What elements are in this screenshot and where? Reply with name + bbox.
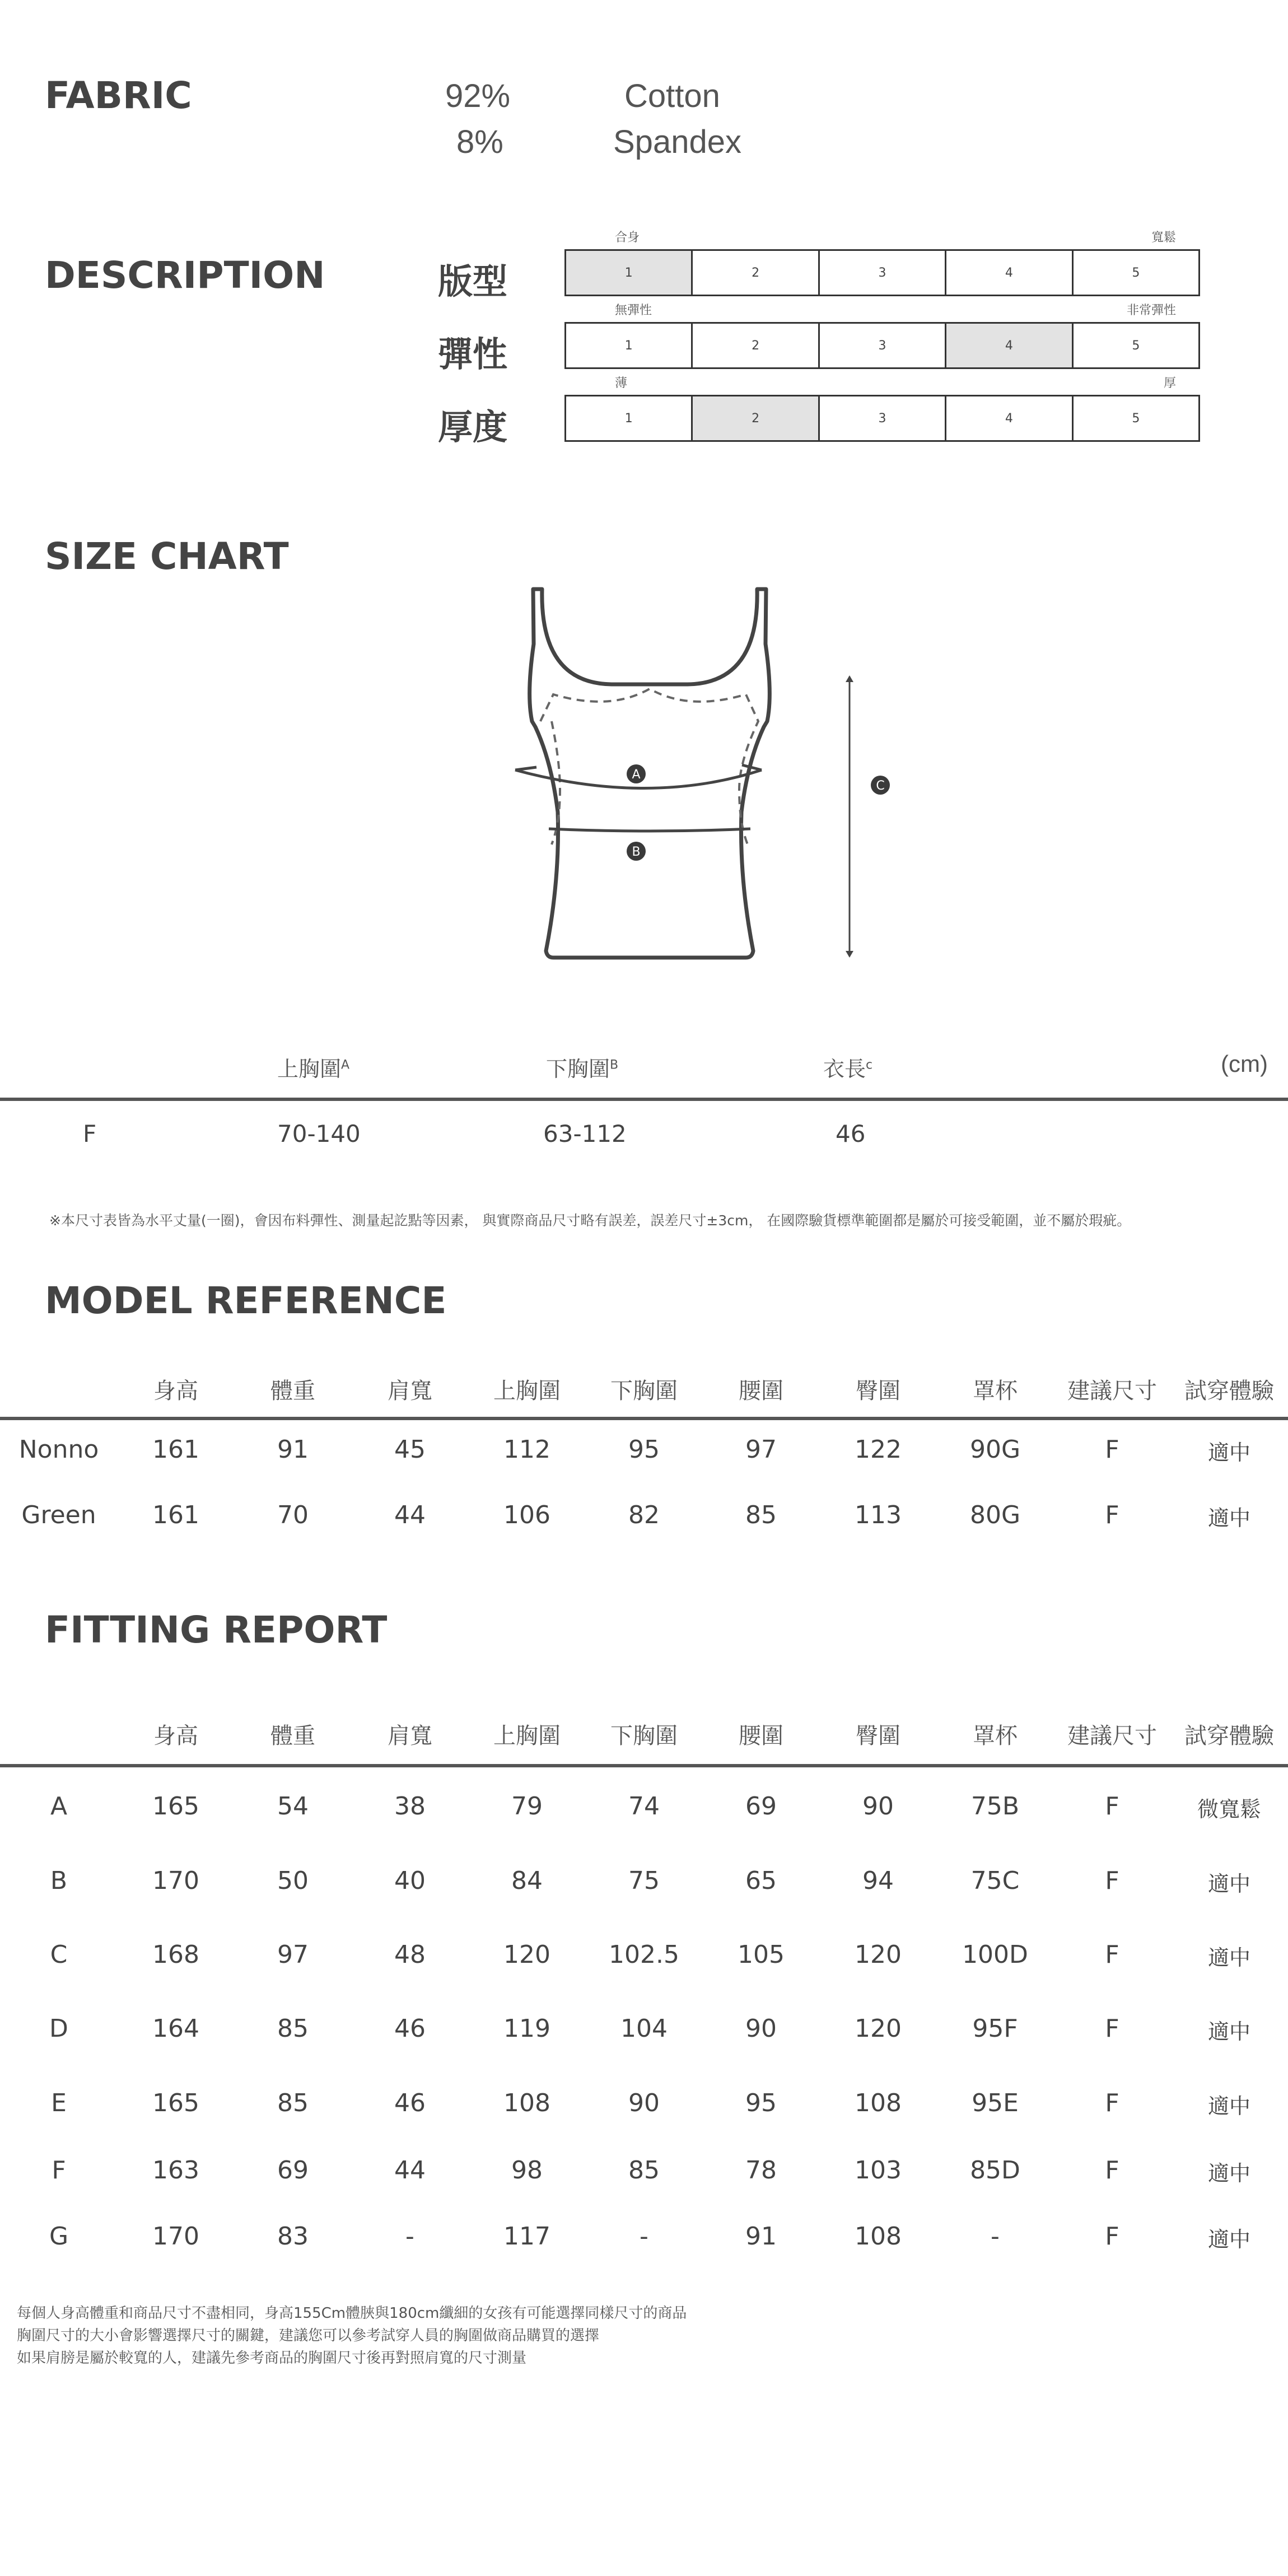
table-header: 腰圍: [739, 1723, 783, 1749]
table-cell: 91: [745, 2222, 777, 2251]
table-rule: [0, 1764, 1288, 1767]
measure-line-c-arrow-top: [846, 675, 853, 682]
marker-a-label: A: [632, 768, 641, 782]
table-cell: F: [1105, 1501, 1119, 1529]
scale-row: [564, 249, 1200, 296]
table-cell: 170: [152, 1866, 199, 1895]
scale-cell: 1: [566, 251, 693, 295]
table-cell: 120: [503, 1940, 550, 1969]
garment-dashed-outline: [540, 689, 758, 844]
measure-line-c-arrow-bottom: [846, 951, 853, 958]
table-cell: 112: [503, 1435, 550, 1464]
size-row-label: F: [83, 1120, 97, 1147]
table-cell: 165: [152, 2089, 199, 2117]
table-cell: 108: [503, 2089, 550, 2117]
table-cell: A: [50, 1792, 68, 1821]
table-header: 罩杯: [973, 1378, 1018, 1404]
table-cell: -: [640, 2222, 648, 2251]
table-cell: 適中: [1207, 2227, 1250, 2252]
table-cell: 78: [745, 2156, 777, 2185]
scale-label: 彈性: [438, 334, 508, 375]
table-rule: [0, 1417, 1288, 1420]
table-cell: 97: [277, 1940, 309, 1969]
scale-cell: 2: [693, 324, 819, 367]
table-cell: 45: [394, 1435, 426, 1464]
garment-outline: [530, 589, 770, 958]
scale-left-caption: 合身: [615, 231, 640, 245]
size-row-length: 46: [836, 1120, 866, 1147]
fitting-report-title: FITTING REPORT: [45, 1608, 388, 1651]
table-cell: 74: [628, 1792, 660, 1821]
scale-cell: 4: [946, 251, 1073, 295]
scale-cell: 5: [1132, 265, 1140, 280]
table-header: 罩杯: [973, 1723, 1018, 1749]
fabric-name-1: Cotton: [624, 78, 720, 114]
table-cell: 119: [503, 2014, 550, 2043]
table-cell: 85: [277, 2014, 309, 2043]
table-cell: 164: [152, 2014, 199, 2043]
scale-cell: 3: [820, 396, 946, 440]
table-cell: 40: [394, 1866, 426, 1895]
table-cell: C: [50, 1940, 68, 1969]
table-cell: 85: [745, 1501, 777, 1529]
table-cell: 69: [277, 2156, 309, 2185]
table-cell: 48: [394, 1940, 426, 1969]
table-cell: 95E: [972, 2089, 1019, 2117]
table-cell: 46: [394, 2014, 426, 2043]
table-cell: 75C: [970, 1866, 1020, 1895]
table-cell: 適中: [1207, 1945, 1250, 1970]
table-cell: E: [51, 2089, 67, 2117]
table-cell: 80G: [969, 1501, 1021, 1529]
table-cell: 85D: [970, 2156, 1020, 2185]
table-cell: 90G: [969, 1435, 1021, 1464]
model-reference-title: MODEL REFERENCE: [45, 1279, 447, 1322]
scale-cell: 5: [1132, 338, 1140, 353]
table-header: 腰圍: [739, 1378, 783, 1404]
table-header: 上胸圍: [493, 1723, 561, 1749]
table-cell: B: [50, 1866, 68, 1895]
table-cell: 100D: [962, 1940, 1028, 1969]
scale-cell: 4: [946, 396, 1073, 440]
scale-label: 厚度: [438, 407, 508, 447]
table-cell: 75B: [970, 1792, 1020, 1821]
table-cell: 75: [628, 1866, 660, 1895]
table-cell: 168: [152, 1940, 199, 1969]
fitting-note-1: 每個人身高體重和商品尺寸不盡相同，身高155Cm體脥與180cm纖細的女孩有可能選擇同樣尺寸的商品: [17, 2305, 687, 2322]
size-unit: (cm): [1221, 1051, 1268, 1077]
scale-left-caption: 無彈性: [615, 304, 652, 318]
table-cell: 95: [628, 1435, 660, 1464]
table-header: 體重: [270, 1378, 315, 1404]
table-cell: 113: [855, 1501, 902, 1529]
table-cell: 95: [745, 2089, 777, 2117]
fitting-note-2: 胸圍尺寸的大小會影響選擇尺寸的關鍵，建議您可以參考試穿人員的胸圍做商品購買的選擇: [17, 2327, 600, 2344]
table-cell: 102.5: [609, 1940, 679, 1969]
table-cell: 適中: [1207, 1440, 1250, 1465]
scale-cell: 2: [693, 396, 819, 440]
scale-label: 版型: [438, 261, 508, 302]
fabric-pct-1: 92%: [445, 78, 511, 114]
table-cell: 120: [855, 1940, 902, 1969]
table-cell: D: [49, 2014, 68, 2043]
table-cell: 82: [628, 1501, 660, 1529]
table-cell: F: [52, 2156, 66, 2185]
table-cell: 79: [511, 1792, 543, 1821]
table-cell: 50: [277, 1866, 309, 1895]
table-header: 體重: [270, 1723, 315, 1749]
table-cell: 165: [152, 1792, 199, 1821]
table-cell: 161: [152, 1501, 199, 1529]
scale-cell: 1: [566, 396, 693, 440]
table-cell: 120: [855, 2014, 902, 2043]
table-cell: 65: [745, 1866, 777, 1895]
scale-cell: 1: [566, 324, 693, 367]
table-cell: 適中: [1207, 1506, 1250, 1530]
table-cell: 94: [862, 1866, 894, 1895]
table-header: 肩寬: [388, 1723, 432, 1749]
table-cell: 98: [511, 2156, 543, 2185]
table-cell: Green: [21, 1501, 96, 1529]
scale-cell: 3: [820, 251, 946, 295]
table-cell: 微寬鬆: [1197, 1797, 1261, 1822]
table-cell: G: [49, 2222, 69, 2251]
table-cell: 90: [745, 2014, 777, 2043]
table-header: 臀圍: [856, 1378, 900, 1404]
table-header: 上胸圍: [493, 1378, 561, 1404]
table-cell: 104: [620, 2014, 668, 2043]
scale-right-caption: 非常彈性: [1126, 304, 1176, 318]
table-cell: Nonno: [18, 1435, 99, 1464]
scale-right-caption: 厚: [1163, 376, 1176, 390]
fitting-note-3: 如果肩膀是屬於較寬的人，建議先參考商品的胸圍尺寸後再對照肩寬的尺寸測量: [17, 2350, 527, 2367]
table-header: 試穿體驗: [1184, 1723, 1274, 1749]
table-cell: 適中: [1207, 1872, 1250, 1896]
table-cell: 108: [855, 2089, 902, 2117]
description-title: DESCRIPTION: [45, 254, 325, 297]
scale-row: [564, 395, 1200, 442]
table-cell: F: [1105, 1940, 1119, 1969]
table-cell: -: [991, 2222, 1000, 2251]
table-header: 下胸圍: [610, 1378, 678, 1404]
table-header: 身高: [153, 1378, 198, 1404]
table-cell: -: [405, 2222, 414, 2251]
table-cell: 108: [855, 2222, 902, 2251]
size-chart-note: ※本尺寸表皆為水平丈量(一圈)，會因布料彈性、測量起訖點等因素， 與實際商品尺寸略有誤差，誤差尺寸±3cm， 在國際驗貨標準範圍都是屬於可接受範圍，並不屬於瑕疵。: [49, 1212, 1131, 1229]
table-cell: F: [1105, 2014, 1119, 2043]
table-cell: 適中: [1207, 2019, 1250, 2044]
table-cell: F: [1105, 2156, 1119, 2185]
table-header: 身高: [153, 1723, 198, 1749]
measure-line-b: [549, 829, 750, 831]
table-cell: 85: [628, 2156, 660, 2185]
table-header: 建議尺寸: [1067, 1723, 1157, 1749]
table-cell: 105: [738, 1940, 785, 1969]
table-cell: 95F: [972, 2014, 1018, 2043]
table-cell: 90: [628, 2089, 660, 2117]
table-cell: 69: [745, 1792, 777, 1821]
marker-c-label: C: [876, 779, 885, 793]
size-chart-title: SIZE CHART: [45, 535, 289, 578]
table-cell: 44: [394, 1501, 426, 1529]
scale-cell: 2: [693, 251, 819, 295]
table-cell: 84: [511, 1866, 543, 1895]
table-cell: F: [1105, 2089, 1119, 2117]
table-cell: F: [1105, 1435, 1119, 1464]
table-cell: F: [1105, 2222, 1119, 2251]
fabric-name-2: Spandex: [613, 124, 741, 160]
table-cell: 54: [277, 1792, 309, 1821]
table-cell: 44: [394, 2156, 426, 2185]
scale-row: [564, 322, 1200, 369]
size-header-upper-bust: 上胸圍$^A$: [277, 1057, 350, 1081]
table-cell: 117: [503, 2222, 550, 2251]
table-cell: 適中: [1207, 2161, 1250, 2186]
table-cell: 85: [277, 2089, 309, 2117]
table-cell: 122: [855, 1435, 902, 1464]
scale-cell: 3: [820, 324, 946, 367]
table-header: 試穿體驗: [1184, 1378, 1274, 1404]
table-cell: 163: [152, 2156, 199, 2185]
table-cell: 170: [152, 2222, 199, 2251]
size-header-under-bust: 下胸圍$^B$: [546, 1057, 619, 1081]
table-cell: 91: [277, 1435, 309, 1464]
table-header: 臀圍: [856, 1723, 900, 1749]
measure-line-a-cap-left: [515, 767, 536, 770]
fabric-pct-2: 8%: [456, 124, 503, 160]
table-cell: 46: [394, 2089, 426, 2117]
table-header: 下胸圍: [610, 1723, 678, 1749]
table-cell: F: [1105, 1866, 1119, 1895]
marker-b-label: B: [632, 845, 641, 859]
table-cell: 161: [152, 1435, 199, 1464]
table-cell: F: [1105, 1792, 1119, 1821]
size-table-rule: [0, 1098, 1288, 1101]
scale-cell: 5: [1132, 411, 1140, 426]
table-header: 建議尺寸: [1067, 1378, 1157, 1404]
table-cell: 90: [862, 1792, 894, 1821]
table-cell: 103: [855, 2156, 902, 2185]
table-header: 肩寬: [388, 1378, 432, 1404]
size-header-length: 衣長$^c$: [823, 1057, 873, 1081]
size-row-upper-bust: 70-140: [277, 1120, 361, 1147]
table-cell: 70: [277, 1501, 309, 1529]
fabric-title: FABRIC: [45, 74, 192, 117]
scale-right-caption: 寬鬆: [1151, 231, 1176, 245]
table-cell: 106: [503, 1501, 550, 1529]
tank-top-diagram: [493, 577, 918, 980]
table-cell: 97: [745, 1435, 777, 1464]
scale-cell: 4: [946, 324, 1073, 367]
size-row-under-bust: 63-112: [543, 1120, 627, 1147]
scale-left-caption: 薄: [615, 376, 628, 390]
table-cell: 83: [277, 2222, 309, 2251]
table-cell: 適中: [1207, 2094, 1250, 2118]
table-cell: 38: [394, 1792, 426, 1821]
